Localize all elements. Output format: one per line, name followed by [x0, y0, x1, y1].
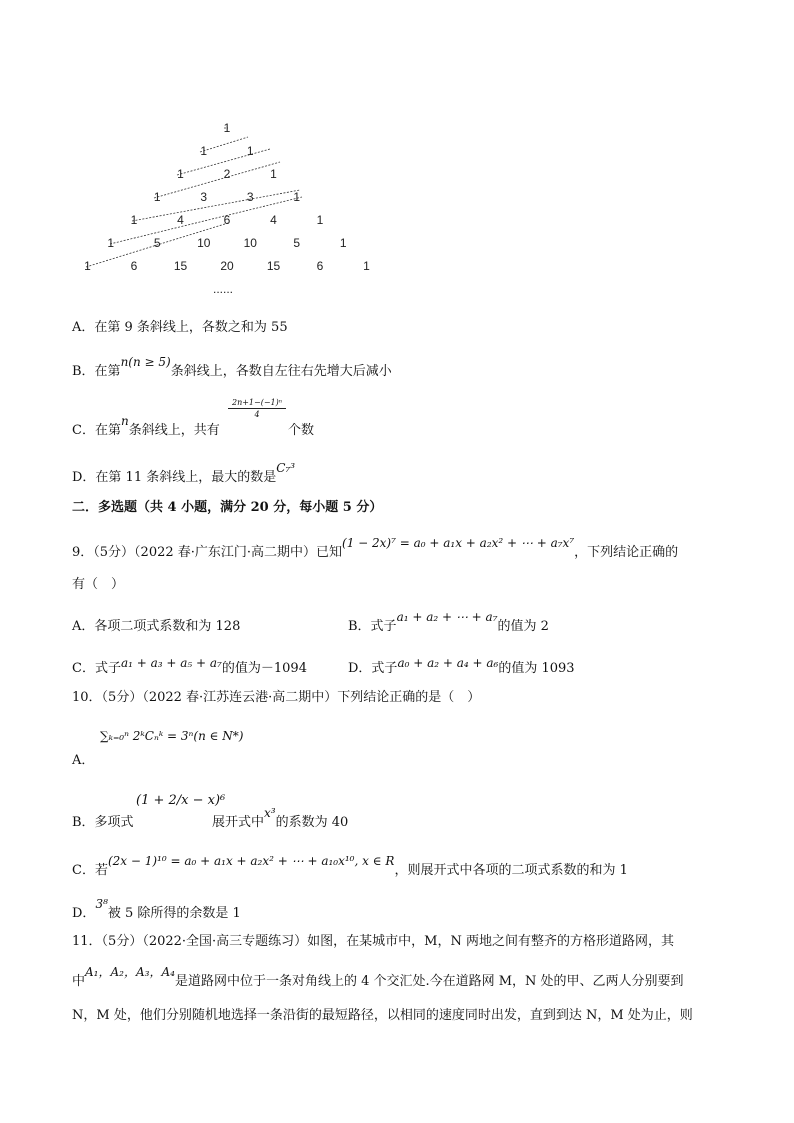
pascal-triangle-figure: [70, 115, 390, 305]
triangle-number: 2: [223, 167, 231, 181]
q10-option-b-mid: 展开式中: [212, 815, 265, 830]
triangle-number: 1: [153, 190, 161, 204]
q8-option-b: [72, 355, 392, 379]
q10-option-a-math: ∑ₖ₌₀ⁿ 2ᵏCₙᵏ = 3ⁿ(n ∈ N*): [100, 729, 244, 743]
q8-option-c-fraction: [228, 398, 286, 419]
triangle-number: 5: [293, 236, 301, 250]
q11-line3: N，M 处，他们分别随机地选择一条沿街的最短路径，以相同的速度同时出发，直到到达 N，M 处为止，则: [72, 1008, 693, 1023]
fraction-denominator: 4: [254, 410, 260, 419]
q10-option-a-label: A．: [72, 753, 95, 768]
q9-stem: [72, 536, 679, 560]
q8-option-c-suffix: 个数: [288, 423, 315, 438]
triangle-number: 3: [246, 190, 254, 204]
triangle-number: 20: [220, 259, 234, 273]
q11-line2-math: A₁，A₂，A₃，A₄: [85, 965, 175, 979]
q10-option-b-suffix: 的系数为 40: [275, 815, 349, 830]
triangle-number: 10: [243, 236, 257, 250]
section-heading: 二．多选题（共 4 小题，满分 20 分，每小题 5 分）: [72, 500, 383, 515]
triangle-number: 1: [363, 259, 370, 273]
q8-option-d-math: C₇³: [276, 461, 296, 475]
q8-option-c-mid: 条斜线上，共有: [128, 423, 220, 438]
diagonal-line: [200, 137, 248, 152]
q8-option-a: A．在第 9 条斜线上，各数之和为 55: [72, 320, 288, 335]
triangle-number: 3: [200, 190, 208, 204]
triangle-number: 6: [316, 259, 324, 273]
q11-line2-prefix: 中: [72, 974, 86, 989]
q8-option-d: [72, 461, 296, 485]
triangle-number: 5: [153, 236, 161, 250]
q10-option-b-rest: [212, 806, 349, 830]
q8-option-c: [72, 414, 220, 438]
triangle-number: 15: [266, 259, 281, 273]
q8-option-b-math: n(n ≥ 5): [120, 355, 171, 369]
q9-option-c-prefix: C．式子: [72, 661, 121, 676]
q8-option-c-math: n: [120, 414, 129, 428]
triangle-number: 1: [200, 144, 208, 158]
q9-option-b-prefix: B．式子: [348, 619, 397, 634]
triangle-number: 15: [173, 259, 188, 273]
q9-stem-line2: 有（ ）: [72, 577, 125, 592]
q8-option-c-prefix: C．在第: [72, 423, 121, 438]
q10-stem: 10．（5分）（2022 春·江苏连云港·高二期中）下列结论正确的是（ ）: [72, 690, 481, 705]
q9-option-a: A．各项二项式系数和为 128: [72, 619, 241, 634]
q9-option-d-prefix: D．式子: [348, 661, 398, 676]
triangle-number: 4: [177, 213, 184, 227]
q10-option-c-suffix: ，则展开式中各项的二项式系数的和为 1: [394, 863, 628, 878]
triangle-number: 10: [197, 236, 211, 250]
triangle-ellipsis: ......: [213, 282, 234, 296]
q9-option-c-math: a₁ + a₃ + a₅ + a₇: [120, 656, 222, 670]
q10-option-d-math: 3⁸: [95, 897, 108, 911]
triangle-number: 1: [293, 190, 301, 204]
q9-option-c: [72, 657, 307, 676]
q10-option-d: [72, 897, 241, 921]
triangle-number: 1: [84, 259, 91, 273]
q9-option-d-suffix: 的值为 1093: [498, 661, 575, 676]
q8-option-b-suffix: 条斜线上，各数自左往右先增大后减小: [170, 364, 392, 379]
q9-option-d-math: a₀ + a₂ + a₄ + a₆: [397, 656, 499, 670]
triangle-number: 6: [130, 259, 138, 273]
q10-option-d-label: D．: [72, 906, 96, 921]
q9-option-c-suffix: 的值为－1094: [221, 661, 307, 676]
q8-option-b-prefix: B．在第: [72, 364, 121, 379]
q9-option-b-suffix: 的值为 2: [497, 619, 549, 634]
triangle-number: 1: [246, 144, 254, 158]
q10-option-c: [72, 854, 628, 878]
q9-option-b: [348, 610, 549, 634]
q9-stem-suffix: ，下列结论正确的: [574, 545, 679, 560]
triangle-number: 1: [339, 236, 347, 250]
triangle-number: 1: [223, 121, 231, 135]
q9-stem-prefix: 9．（5分）（2022 春·广东江门·高二期中）已知: [72, 545, 343, 560]
diagonal-lines: [86, 128, 302, 267]
q11-line2: [72, 965, 684, 989]
q10-option-c-prefix: C．若: [72, 863, 108, 878]
triangle-number: 6: [223, 213, 231, 227]
q10-option-b-prefix: B．多项式: [72, 815, 134, 830]
q10-option-b-math: (1 + 2/x − x)⁶: [136, 793, 226, 808]
q11-line2-suffix: 是道路网中位于一条对角线上的 4 个交汇处.今在道路网 M，N 处的甲、乙两人分别要到: [174, 974, 684, 989]
triangle-number: 4: [270, 213, 277, 227]
triangle-number: 1: [316, 213, 324, 227]
q9-stem-math: (1 − 2x)⁷ = a₀ + a₁x + a₂x² + ⋯ + a₇x⁷: [342, 536, 575, 550]
triangle-number: 1: [107, 236, 115, 250]
triangle-number: 1: [130, 213, 138, 227]
q9-option-d: [348, 657, 575, 676]
fraction-numerator: 2n+1−(−1)ⁿ: [228, 398, 286, 409]
triangle-number: 1: [177, 167, 184, 181]
q10-option-b-math2: x³: [264, 806, 276, 820]
diagonal-line: [154, 162, 280, 198]
q9-option-b-math: a₁ + a₂ + ⋯ + a₇: [396, 610, 498, 624]
q11-line1: 11．（5分）（2022·全国·高三专题练习）如图，在某城市中，M，N 两地之间有整齐的方格形道路网，其: [72, 934, 674, 949]
q10-option-d-suffix: 被 5 除所得的余数是 1: [107, 906, 241, 921]
q10-option-b: [72, 811, 134, 830]
q8-option-d-prefix: D．在第 11 条斜线上，最大的数是: [72, 470, 277, 485]
q10-option-c-math: (2x − 1)¹⁰ = a₀ + a₁x + a₂x² + ⋯ + a₁₀x¹⁰, x ∈ R: [107, 854, 395, 868]
triangle-number: 1: [270, 167, 277, 181]
